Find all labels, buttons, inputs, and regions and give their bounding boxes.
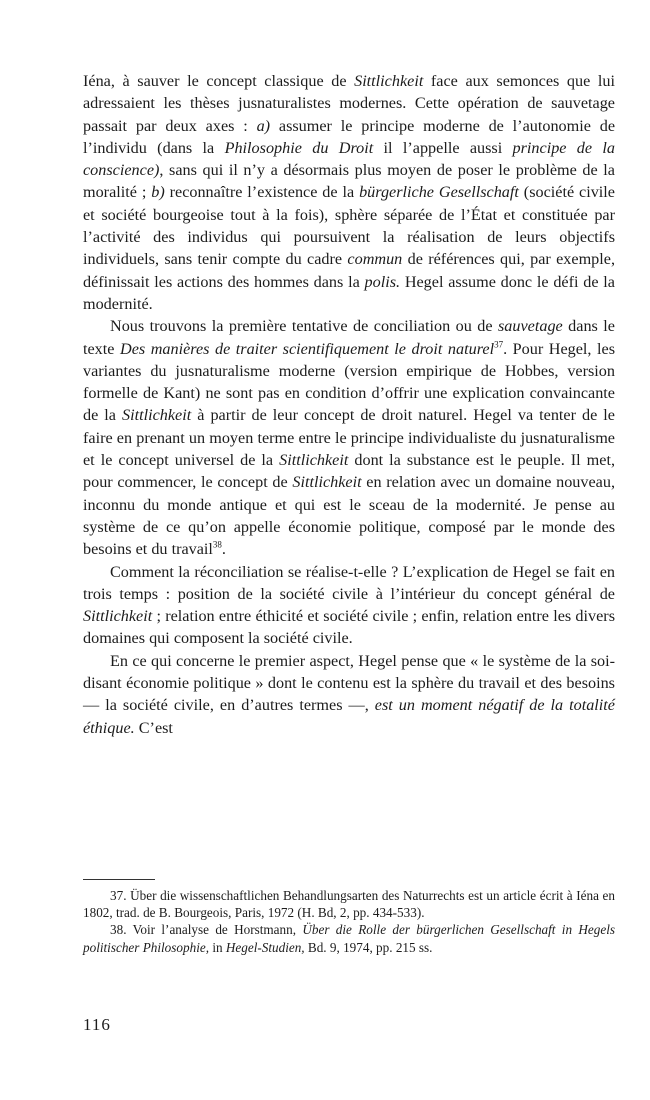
footnotes: [83, 887, 615, 956]
paragraph-4: En ce qui concerne le premier aspect, Hegel pense que « le système de la soi-disant économie politique » dont le contenu est la sphère du travail et des besoins — la société civile, en d’autres termes —, est un moment négatif de la totalité éthique. C’est: [83, 651, 615, 737]
footnote-rule: [83, 879, 155, 880]
paragraph-2: Nous trouvons la première tentative de conciliation ou de sauvetage dans le texte Des manières de traiter scientifiquement le droit naturel$^{37}$. Pour Hegel, les variantes du jusnaturalisme moderne (version empirique de Hobbes, version formelle de Kant) ne sont pas en condition d’offrir une explication convaincante de la Sittlichkeit à partir de leur concept de droit naturel. Hegel va tenter de le faire en prenant un moyen terme entre le principe individualiste du jusnaturalisme et le concept universel de la Sittlichkeit dont la substance est le peuple. Il met, pour commencer, le concept de Sittlichkeit en relation avec un domaine nouveau, inconnu du monde antique et qui est le sceau de la modernité. Je pense au système de ce qu’on appelle économie politique, composé par le monde des besoins et du travail$^{38}$.: [83, 317, 615, 559]
paragraph-3: Comment la réconciliation se réalise-t-elle ? L’explication de Hegel se fait en trois temps : position de la société civile à l’intérieur du concept général de Sittlichkeit ; relation entre éthicité et société civile ; enfin, relation entre les divers domaines qui composent la société civile.: [83, 562, 615, 648]
footnote-38: 38. Voir l’analyse de Horstmann, Über die Rolle der bürgerlichen Gesellschaft in Hegels politischer Philosophie, in Hegel-Studien, Bd. 9, 1974, pp. 215 ss.: [83, 922, 615, 955]
footnote-37: 37. Über die wissenschaftlichen Behandlungsarten des Naturrechts est un article écrit à Iéna en 1802, trad. de B. Bourgeois, Paris, 1972 (H. Bd, 2, pp. 434-533).: [83, 888, 615, 921]
body-text: [83, 70, 615, 739]
paragraph-1: Iéna, à sauver le concept classique de Sittlichkeit face aux semonces que lui adressaient les thèses jusnaturalistes modernes. Cette opération de sauvetage passait par deux axes : a) assumer le principe moderne de l’autonomie de l’individu (dans la Philosophie du Droit il l’appelle aussi principe de la conscience), sans qui il n’y a désormais plus moyen de poser le problème de la moralité ; b) reconnaître l’existence de la bürgerliche Gesellschaft (société civile et société bourgeoise tout à la fois), sphère séparée de l’État et constituée par l’activité des individus qui poursuivent la réalisation de leurs objectifs individuels, sans tenir compte du cadre commun de références qui, par exemple, définissait les actions des hommes dans la polis. Hegel assume donc le défi de la modernité.: [83, 72, 616, 313]
page-number: 116: [83, 1015, 111, 1034]
